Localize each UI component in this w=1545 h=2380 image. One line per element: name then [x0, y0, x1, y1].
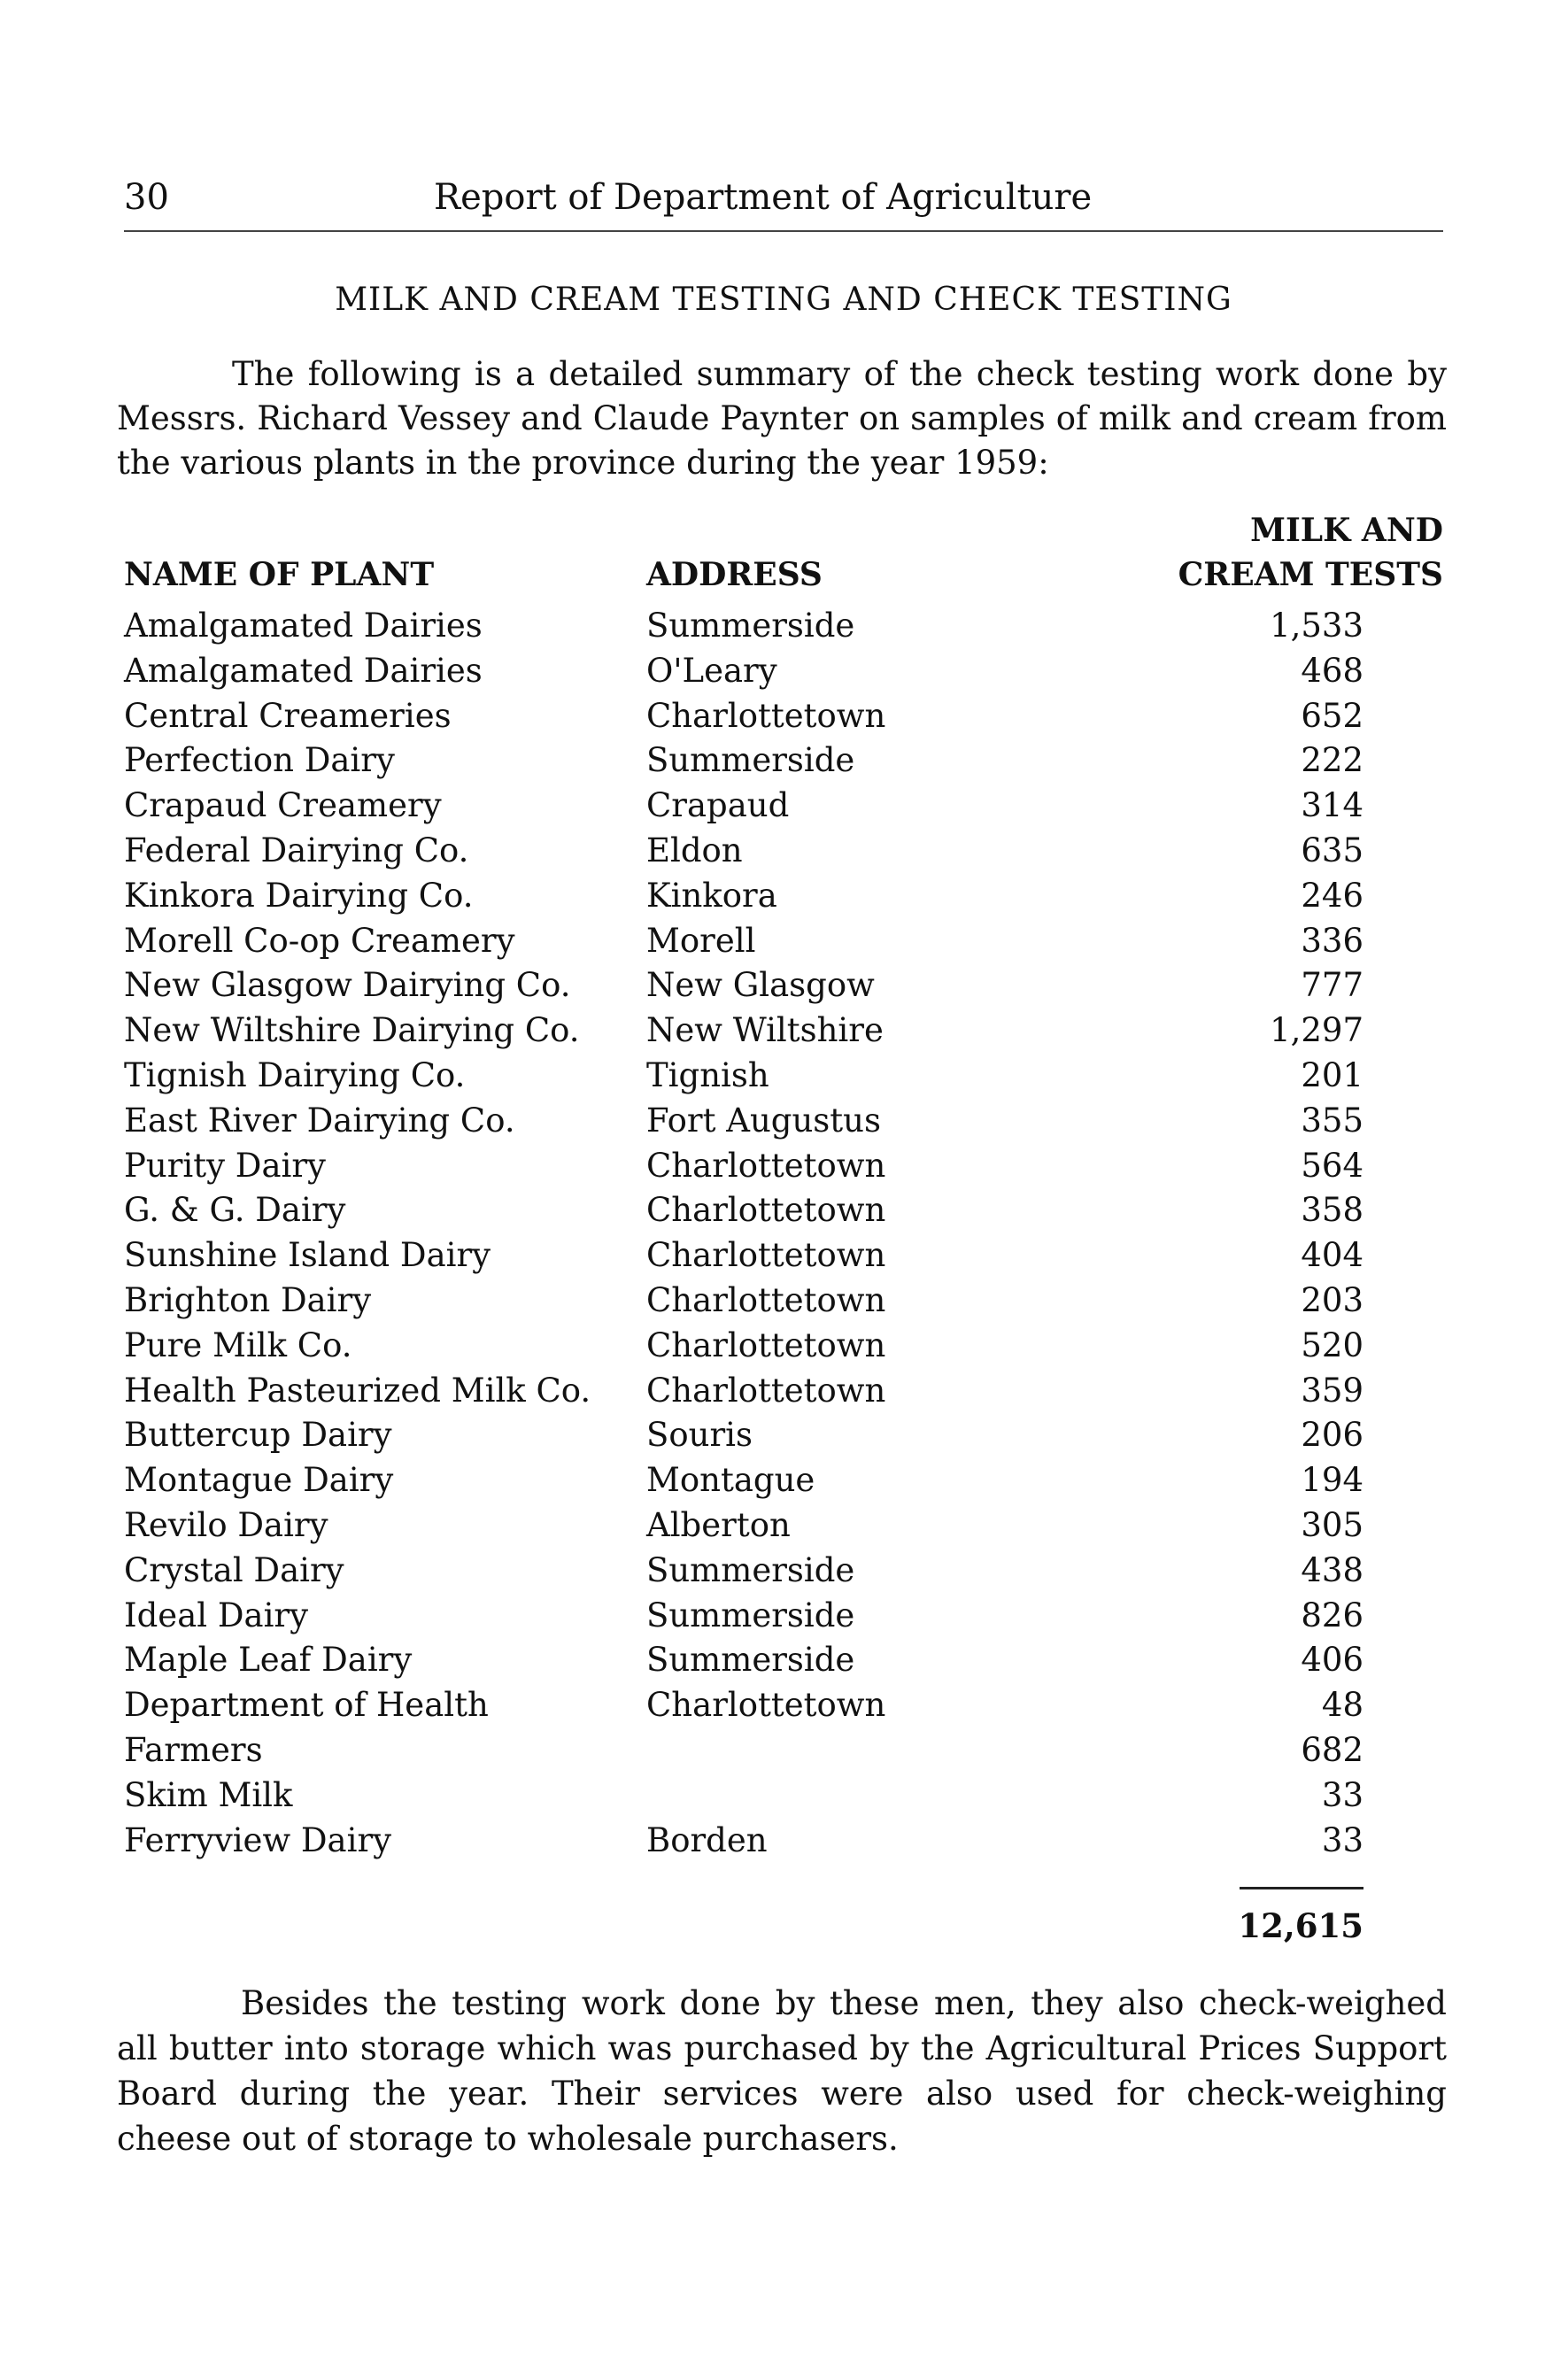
- plant-tests: 201: [1301, 1055, 1363, 1094]
- plant-address: Fort Augustus: [646, 1101, 881, 1140]
- table-row: [0, 919, 1545, 964]
- plant-tests: 33: [1321, 1775, 1363, 1814]
- header-tests: [1089, 508, 1443, 597]
- plant-tests: 203: [1301, 1280, 1363, 1319]
- plant-tests: 1,297: [1270, 1011, 1363, 1050]
- table-row: [0, 1233, 1545, 1279]
- plant-tests: 520: [1301, 1325, 1363, 1364]
- plant-name: Revilo Dairy: [124, 1505, 328, 1544]
- plant-tests: 246: [1301, 876, 1363, 915]
- plant-tests: 1,533: [1270, 607, 1363, 645]
- table-row: [0, 738, 1545, 784]
- plant-name: Buttercup Dairy: [124, 1416, 392, 1455]
- plant-address: Alberton: [646, 1505, 791, 1544]
- plant-address: New Glasgow: [646, 966, 875, 1005]
- plant-tests: 406: [1301, 1641, 1363, 1680]
- table-row: [0, 963, 1545, 1008]
- plant-tests: 358: [1301, 1191, 1363, 1230]
- plant-tests: 682: [1301, 1730, 1363, 1769]
- plant-address: Eldon: [646, 831, 743, 869]
- table-row: [0, 1458, 1545, 1503]
- table-row: [0, 604, 1545, 649]
- plant-tests: 336: [1301, 921, 1363, 960]
- plant-tests: 222: [1301, 741, 1363, 780]
- plant-address: Borden: [646, 1820, 768, 1859]
- plant-name: Perfection Dairy: [124, 741, 395, 780]
- plant-tests: 404: [1301, 1236, 1363, 1275]
- plant-address: Charlottetown: [646, 1146, 886, 1185]
- plant-address: Souris: [646, 1416, 753, 1455]
- plant-tests: 355: [1301, 1101, 1363, 1140]
- plant-tests: 652: [1301, 696, 1363, 735]
- plant-address: Crapaud: [646, 786, 790, 825]
- plant-tests: 777: [1301, 966, 1363, 1005]
- page-number: 30: [124, 177, 169, 218]
- plant-name: Maple Leaf Dairy: [124, 1641, 413, 1680]
- plant-name: Amalgamated Dairies: [124, 651, 483, 690]
- table-row: [0, 1503, 1545, 1549]
- plant-tests: 206: [1301, 1416, 1363, 1455]
- plant-address: Charlottetown: [646, 1325, 886, 1364]
- plant-address: O'Leary: [646, 651, 777, 690]
- table-row: [0, 1188, 1545, 1233]
- plant-tests: 468: [1301, 651, 1363, 690]
- plant-tests: 33: [1321, 1820, 1363, 1859]
- intro-paragraph: The following is a detailed summary of the check testing work done by Messrs. Richard Vessey and Claude Paynter on samples of milk and cream from the various plants in the province during the year 1959:: [117, 355, 1447, 482]
- plant-name: Tignish Dairying Co.: [124, 1055, 466, 1094]
- running-title: Report of Department of Agriculture: [434, 177, 1093, 218]
- header-address: ADDRESS: [646, 556, 823, 593]
- plant-name: Morell Co-op Creamery: [124, 921, 515, 960]
- plant-name: Purity Dairy: [124, 1146, 326, 1185]
- plant-name: Crapaud Creamery: [124, 786, 442, 825]
- plant-address: Charlottetown: [646, 1236, 886, 1275]
- closing-paragraph: Besides the testing work done by these men, they also check-weighed all butter into storage which was purchased by the Agricultural Prices Support Board during the year. Their services were also used for check-weighing cheese out of storage to wholesale purchasers.: [117, 1984, 1447, 2158]
- plant-address: New Wiltshire: [646, 1011, 884, 1050]
- plant-tests: 359: [1301, 1371, 1363, 1410]
- table-row: [0, 1008, 1545, 1054]
- table-row: [0, 1819, 1545, 1864]
- table-row: [0, 1594, 1545, 1639]
- plant-name: Skim Milk: [124, 1775, 293, 1814]
- plant-address: Montague: [646, 1461, 815, 1500]
- plant-address: Summerside: [646, 741, 855, 780]
- plant-name: Pure Milk Co.: [124, 1325, 352, 1364]
- plant-name: Montague Dairy: [124, 1461, 394, 1500]
- section-title: MILK AND CREAM TESTING AND CHECK TESTING: [335, 282, 1232, 318]
- plant-address: Charlottetown: [646, 1191, 886, 1230]
- plant-table: [0, 604, 1545, 1863]
- plant-name: Amalgamated Dairies: [124, 607, 483, 645]
- plant-name: Department of Health: [124, 1686, 489, 1725]
- table-row: [0, 1369, 1545, 1414]
- table-row: [0, 1324, 1545, 1369]
- plant-address: Charlottetown: [646, 1280, 886, 1319]
- table-row: [0, 1683, 1545, 1728]
- table-row: [0, 1054, 1545, 1099]
- plant-name: Central Creameries: [124, 696, 452, 735]
- plant-name: Kinkora Dairying Co.: [124, 876, 474, 915]
- plant-address: Summerside: [646, 1550, 855, 1589]
- plant-address: Summerside: [646, 1641, 855, 1680]
- table-row: [0, 694, 1545, 739]
- table-row: [0, 829, 1545, 874]
- table-row: [0, 874, 1545, 919]
- table-row: [0, 1773, 1545, 1819]
- plant-tests: 826: [1301, 1596, 1363, 1634]
- plant-name: Health Pasteurized Milk Co.: [124, 1371, 591, 1410]
- plant-tests: 635: [1301, 831, 1363, 869]
- plant-tests: 194: [1301, 1461, 1363, 1500]
- plant-name: G. & G. Dairy: [124, 1191, 346, 1230]
- plant-name: Federal Dairying Co.: [124, 831, 469, 869]
- plant-name: Ideal Dairy: [124, 1596, 308, 1634]
- plant-name: Brighton Dairy: [124, 1280, 372, 1319]
- plant-tests: 438: [1301, 1550, 1363, 1589]
- table-row: [0, 1638, 1545, 1683]
- header-name-of-plant: NAME OF PLANT: [124, 556, 435, 593]
- table-row: [0, 649, 1545, 694]
- plant-name: East River Dairying Co.: [124, 1101, 515, 1140]
- header-tests-line2: CREAM TESTS: [1178, 556, 1443, 593]
- plant-address: Summerside: [646, 607, 855, 645]
- table-row: [0, 1728, 1545, 1773]
- total-tests: 12,615: [1238, 1906, 1363, 1945]
- plant-address: Summerside: [646, 1596, 855, 1634]
- table-row: [0, 1549, 1545, 1594]
- plant-tests: 314: [1301, 786, 1363, 825]
- plant-name: New Wiltshire Dairying Co.: [124, 1011, 580, 1050]
- plant-name: Sunshine Island Dairy: [124, 1236, 491, 1275]
- table-row: [0, 784, 1545, 829]
- total-rule: [1240, 1887, 1363, 1889]
- plant-address: Charlottetown: [646, 1371, 886, 1410]
- plant-name: Ferryview Dairy: [124, 1820, 392, 1859]
- header-tests-line1: MILK AND: [1250, 512, 1443, 549]
- table-row: [0, 1144, 1545, 1189]
- plant-name: Farmers: [124, 1730, 263, 1769]
- plant-name: Crystal Dairy: [124, 1550, 344, 1589]
- table-row: [0, 1099, 1545, 1144]
- plant-address: Tignish: [646, 1055, 769, 1094]
- plant-tests: 48: [1321, 1686, 1363, 1725]
- plant-name: New Glasgow Dairying Co.: [124, 966, 571, 1005]
- plant-address: Charlottetown: [646, 1686, 886, 1725]
- table-row: [0, 1413, 1545, 1458]
- plant-tests: 564: [1301, 1146, 1363, 1185]
- page-header: [124, 177, 1443, 232]
- plant-address: Kinkora: [646, 876, 777, 915]
- plant-address: Charlottetown: [646, 696, 886, 735]
- table-row: [0, 1279, 1545, 1324]
- plant-address: Morell: [646, 921, 756, 960]
- plant-tests: 305: [1301, 1505, 1363, 1544]
